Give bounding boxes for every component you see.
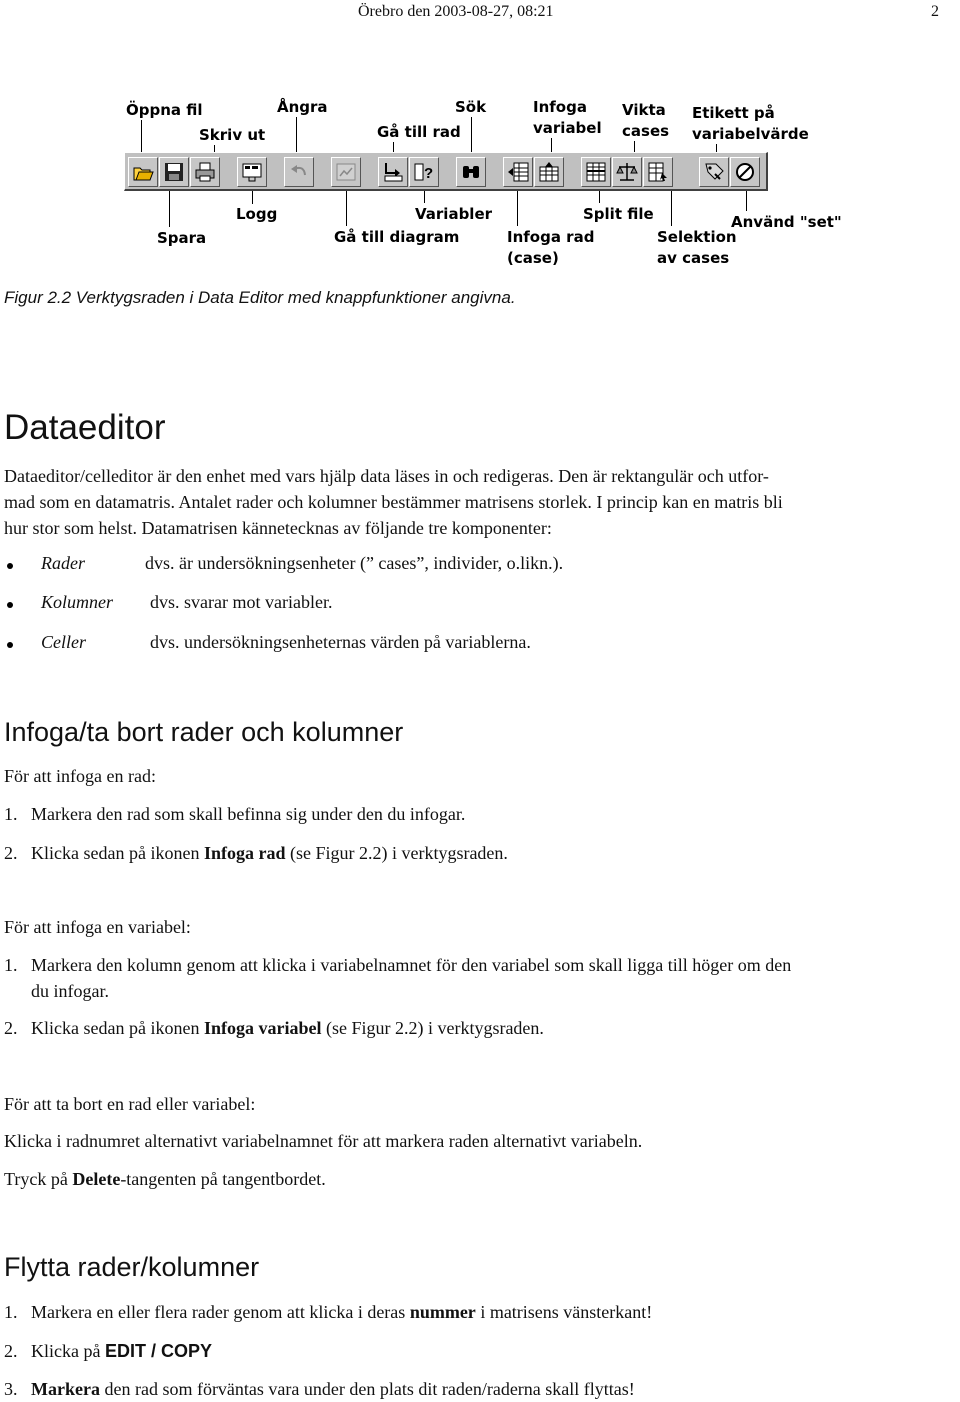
use-sets-button[interactable]	[730, 157, 760, 187]
row-intro: För att infoga en rad:	[4, 766, 156, 786]
label-ga-till-diagram: Gå till diagram	[334, 228, 460, 246]
insert-row-button[interactable]	[503, 157, 533, 187]
section-title-flytta: Flytta rader/kolumner	[4, 1252, 260, 1282]
leader-line	[716, 144, 717, 152]
bullet-item	[4, 553, 904, 579]
leader-line	[599, 191, 600, 203]
delete-line-1: Klicka i radnumret alternativt variabelnamnet för att markera raden alternativt variabeln.	[4, 1131, 643, 1151]
label-selektion-1: Selektion	[657, 228, 737, 246]
leader-line	[551, 138, 552, 152]
step-number: 2.	[4, 1018, 18, 1038]
variables-icon	[413, 161, 435, 183]
delete-intro: För att ta bort en rad eller variabel:	[4, 1094, 256, 1114]
leader-line	[346, 191, 347, 226]
step-text	[31, 1015, 960, 1041]
delete-line-2	[4, 1166, 958, 1192]
bullet-dot	[7, 602, 13, 608]
label-split-file: Split file	[583, 205, 654, 223]
bullet-term: Celler	[41, 632, 86, 652]
bold-term: Markera	[31, 1379, 100, 1399]
text-segment: i matrisens vänsterkant!	[475, 1302, 653, 1322]
split-file-icon	[585, 161, 607, 183]
label-infoga-rad-1: Infoga rad	[507, 228, 595, 246]
bullet-dot	[7, 563, 13, 569]
bold-term: Infoga variabel	[203, 1018, 322, 1038]
label-infoga-variabel-2: variabel	[533, 119, 602, 137]
label-infoga-variabel-1: Infoga	[533, 98, 587, 116]
text-segment: den rad som förväntas vara under den plats dit raden/raderna skall flyttas!	[99, 1379, 635, 1399]
text-segment: Tryck på	[4, 1169, 73, 1189]
label-vikta-1: Vikta	[622, 101, 666, 119]
bullet-desc: dvs. är undersökningsenheter (” cases”, individer, o.likn.).	[145, 553, 564, 573]
label-logg: Logg	[236, 205, 278, 223]
insert-row-icon	[507, 161, 529, 183]
leader-line	[393, 142, 394, 152]
leader-line	[471, 117, 472, 152]
step-number: 3.	[4, 1379, 18, 1399]
split-file-button[interactable]	[581, 157, 611, 187]
bullet-desc: dvs. svarar mot variabler.	[150, 592, 333, 612]
label-etikett-2: variabelvärde	[692, 125, 809, 143]
chart-icon	[335, 161, 357, 183]
open-file-button[interactable]	[128, 157, 158, 187]
variables-button[interactable]	[409, 157, 439, 187]
figure-caption: Figur 2.2 Verktygsraden i Data Editor med knappfunktioner angivna.	[4, 288, 516, 307]
insert-variable-icon	[538, 161, 560, 183]
label-infoga-rad-2: (case)	[507, 249, 559, 267]
text-segment: Klicka sedan på ikonen	[31, 1018, 204, 1038]
leader-line	[746, 191, 747, 211]
variable-intro: För att infoga en variabel:	[4, 917, 191, 937]
bullet-term: Kolumner	[41, 592, 113, 612]
find-button[interactable]	[456, 157, 486, 187]
label-anvand-set: Använd "set"	[731, 213, 842, 231]
open-icon	[132, 161, 154, 183]
step-text	[31, 1376, 960, 1402]
text-segment: (se Figur 2.2) i verktygsraden.	[285, 843, 508, 863]
label-oppna-fil: Öppna fil	[126, 101, 203, 119]
find-icon	[460, 161, 482, 183]
print-button[interactable]	[190, 157, 220, 187]
insert-variable-button[interactable]	[534, 157, 564, 187]
text-segment: Markera en eller flera rader genom att klicka i deras	[31, 1302, 410, 1322]
section-title-infoga: Infoga/ta bort rader och kolumner	[4, 717, 404, 747]
leader-line	[634, 141, 635, 152]
text-line: du infogar.	[31, 981, 109, 1001]
step-number: 1.	[4, 1302, 18, 1322]
intro-paragraph-line-3: hur stor som helst. Datamatrisen kännetecknas av följande tre komponenter:	[4, 518, 552, 538]
section-title-dataeditor: Dataeditor	[4, 408, 166, 447]
save-button[interactable]	[159, 157, 189, 187]
select-cases-icon	[647, 161, 669, 183]
step-text	[31, 840, 960, 866]
log-icon	[241, 161, 263, 183]
intro-paragraph-line-2: mad som en datamatris. Antalet rader och kolumner bestämmer matrisens storlek. I princip kan en matris bli	[4, 492, 783, 512]
select-cases-button[interactable]	[643, 157, 673, 187]
log-button[interactable]	[237, 157, 267, 187]
bold-term: Delete	[72, 1169, 121, 1189]
toolbar-figure	[0, 0, 960, 280]
go-to-row-button[interactable]	[378, 157, 408, 187]
step-text	[31, 1299, 960, 1325]
bullet-term: Rader	[41, 553, 85, 573]
label-angra: Ångra	[277, 98, 328, 116]
bold-term: nummer	[409, 1302, 476, 1322]
label-ga-till-rad: Gå till rad	[377, 123, 461, 141]
leader-line	[296, 117, 297, 152]
step-text	[31, 952, 960, 1004]
go-to-chart-button[interactable]	[331, 157, 361, 187]
label-etikett-1: Etikett på	[692, 104, 775, 122]
intro-paragraph-line-1: Dataeditor/celleditor är den enhet med vars hjälp data läses in och redigeras. Den är rektangulär och utfor-	[4, 466, 769, 486]
svg-text:?: ?	[424, 165, 434, 182]
text-segment: Klicka sedan på ikonen	[31, 843, 204, 863]
step-number: 2.	[4, 843, 18, 863]
undo-button[interactable]	[284, 157, 314, 187]
undo-icon	[288, 161, 310, 183]
text-segment: -tangenten på tangentbordet.	[120, 1169, 326, 1189]
step-text	[31, 1338, 960, 1364]
leader-line	[517, 191, 518, 226]
header-title: Örebro den 2003-08-27, 08:21	[358, 3, 554, 20]
text-line: Markera den kolumn genom att klicka i variabelnamnet för den variabel som skall ligga till höger om den	[31, 955, 792, 975]
step-number: 1.	[4, 804, 18, 824]
bullet-item	[4, 592, 904, 618]
label-variabler: Variabler	[415, 205, 493, 223]
leader-line	[252, 191, 253, 204]
text-segment: Klicka på	[31, 1341, 105, 1361]
step-number: 1.	[4, 955, 18, 975]
leader-line	[424, 191, 425, 203]
bold-term: Infoga rad	[203, 843, 286, 863]
goto-row-icon	[382, 161, 404, 183]
text-segment: (se Figur 2.2) i verktygsraden.	[321, 1018, 544, 1038]
step-number: 2.	[4, 1341, 18, 1361]
bullet-dot	[7, 642, 13, 648]
leader-line	[141, 120, 142, 152]
bullet-desc: dvs. undersökningsenheternas värden på variablerna.	[150, 632, 531, 652]
print-icon	[194, 161, 216, 183]
label-spara: Spara	[157, 229, 207, 247]
label-skriv-ut: Skriv ut	[199, 126, 266, 144]
save-icon	[163, 161, 185, 183]
value-labels-button[interactable]	[699, 157, 729, 187]
leader-line	[169, 191, 170, 227]
weight-cases-button[interactable]	[612, 157, 642, 187]
menu-command: EDIT / COPY	[104, 1341, 212, 1361]
data-editor-toolbar	[124, 152, 768, 191]
leader-line	[214, 145, 215, 152]
label-selektion-2: av cases	[657, 249, 730, 267]
bullet-item	[4, 632, 904, 658]
weight-icon	[616, 161, 638, 183]
use-sets-icon	[734, 161, 756, 183]
step-text: Markera den rad som skall befinna sig under den du infogar.	[31, 804, 466, 824]
label-sok: Sök	[455, 98, 487, 116]
label-vikta-2: cases	[622, 122, 670, 140]
leader-line	[671, 191, 672, 226]
value-labels-icon	[703, 161, 725, 183]
page-number: 2	[931, 3, 939, 20]
